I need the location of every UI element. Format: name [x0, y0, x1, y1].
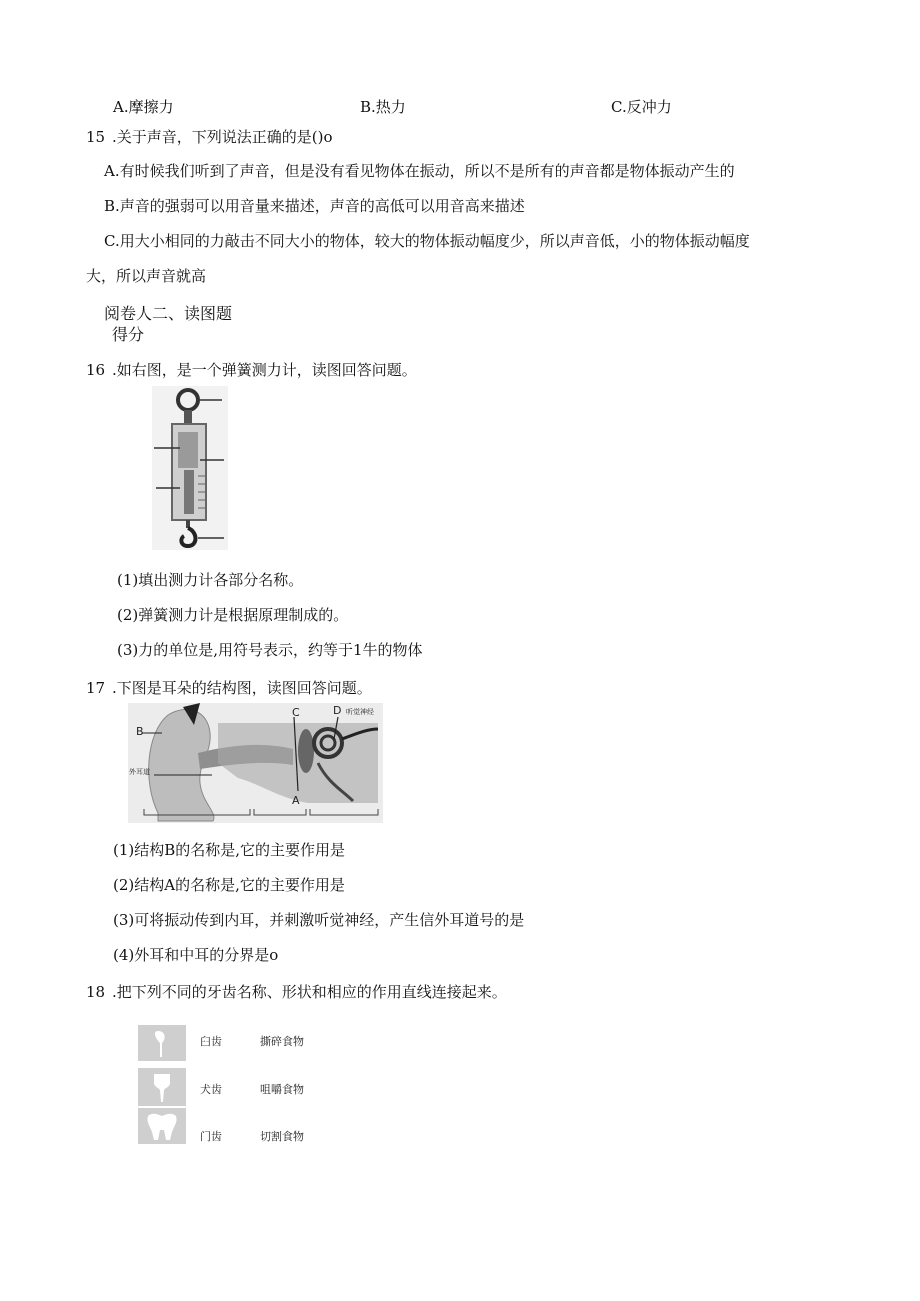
tooth-name-2: 犬齿 — [200, 1083, 222, 1096]
q15-option-a: A.有时候我们听到了声音，但是没有看见物体在振动，所以不是所有的声音都是物体振动产生的 — [104, 162, 735, 180]
q16-stem: .如右图，是一个弹簧测力计，读图回答问题。 — [112, 361, 417, 379]
q17-stem: .下图是耳朵的结构图，读图回答问题。 — [112, 679, 372, 697]
q14-option-a: A.摩擦力 — [113, 98, 174, 116]
ear-label-b: B — [136, 725, 144, 738]
q16-sub3: (3)力的单位是,用符号表示，约等于1牛的物体 — [117, 641, 423, 659]
q17-sub2: (2)结构A的名称是,它的主要作用是 — [113, 876, 345, 894]
ear-label-c: C — [292, 706, 300, 719]
molar-tooth-image — [138, 1025, 186, 1061]
tooth-function-3: 切割食物 — [260, 1130, 304, 1143]
tooth-function-2: 咀嚼食物 — [260, 1083, 304, 1096]
ear-structure-image — [128, 703, 383, 823]
q17-sub4: (4)外耳和中耳的分界是o — [113, 946, 279, 964]
q17-sub1: (1)结构B的名称是,它的主要作用是 — [113, 841, 346, 859]
spring-scale-image — [150, 386, 230, 550]
q17-number: 17 — [86, 679, 106, 697]
canine-tooth-image — [138, 1068, 186, 1106]
q18-stem: .把下列不同的牙齿名称、形状和相应的作用直线连接起来。 — [112, 983, 507, 1001]
ear-label-canal: 外耳道 — [129, 768, 150, 776]
ear-label-d: D — [333, 704, 342, 717]
q18-number: 18 — [86, 983, 106, 1001]
tooth-name-3: 门齿 — [200, 1130, 222, 1143]
ear-label-nerve: 听觉神经 — [346, 708, 374, 716]
ear-label-a: A — [292, 794, 300, 807]
q15-number: 15 — [86, 128, 106, 146]
q15-option-c-line1: C.用大小相同的力敲击不同大小的物体，较大的物体振动幅度少，所以声音低，小的物体振动幅度 — [104, 232, 750, 250]
q15-option-c-line2: 大，所以声音就高 — [86, 267, 207, 285]
q14-option-b: B.热力 — [360, 98, 406, 116]
score-label: 得分 — [112, 325, 145, 344]
q14-option-c: C.反冲力 — [611, 98, 672, 116]
q17-sub3: (3)可将振动传到内耳，并刺激听觉神经，产生信外耳道号的是 — [113, 911, 525, 929]
q15-stem: .关于声音，下列说法正确的是()o — [112, 128, 333, 146]
tooth-name-1: 臼齿 — [200, 1035, 222, 1048]
tooth-function-1: 撕碎食物 — [260, 1035, 304, 1048]
q16-sub2: (2)弹簧测力计是根据原理制成的。 — [117, 606, 349, 624]
section-title: 阅卷人二、读图题 — [104, 304, 233, 323]
q16-sub1: (1)填出测力计各部分名称。 — [117, 571, 304, 589]
incisor-tooth-image — [138, 1108, 186, 1144]
q16-number: 16 — [86, 361, 106, 379]
q15-option-b: B.声音的强弱可以用音量来描述，声音的高低可以用音高来描述 — [104, 197, 525, 215]
